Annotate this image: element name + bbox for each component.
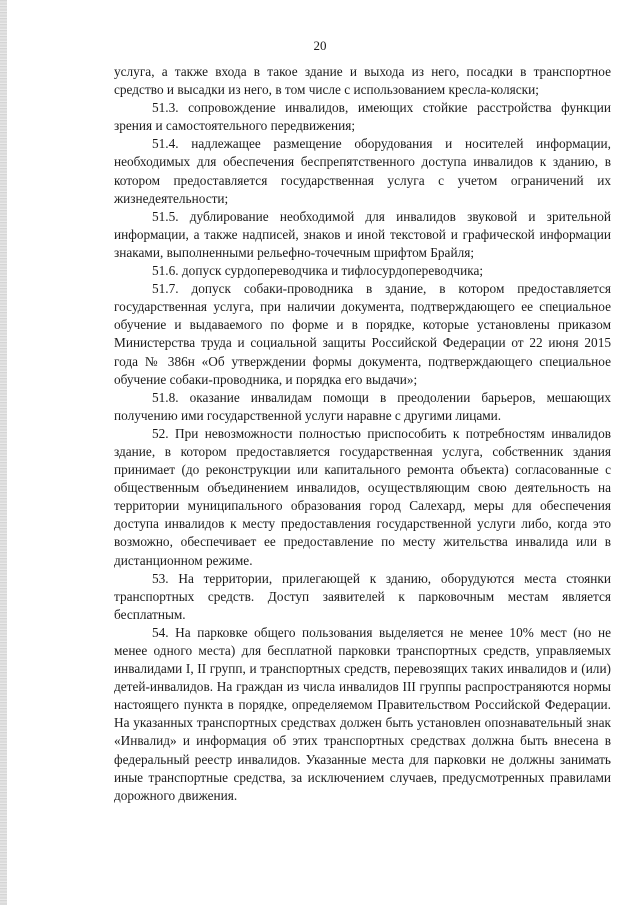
paragraph-52: 52. При невозможности полностью приспособить к потребностям инвалидов здание, в котором предоставляется государственная услуга, собственник здания принимает (до реконструкции или капитального ремонта объекта) согласованные с общественным объединением инвалидов, осуществляющим свою деятельность на территории муниципального образования город Салехард, меры для обеспечения доступа инвалидов к месту предоставления государственной услуги либо, когда это возможно, обеспечивает ее предоставление по месту жительства инвалида или в дистанционном режиме. [114,425,611,568]
page-number: 20 [313,38,327,53]
document-body [114,63,611,805]
paragraph-54: 54. На парковке общего пользования выделяется не менее 10% мест (но не менее одного места) для бесплатной парковки транспортных средств, управляемых инвалидами I, II групп, и транспортных средств, перевозящих таких инвалидов и (или) детей-инвалидов. На граждан из числа инвалидов III группы распространяются нормы настоящего пункта в порядке, определяемом Правительством Российской Федерации. На указанных транспортных средствах должен быть установлен опознавательный знак «Инвалид» и информация об этих транспортных средствах должна быть внесена в федеральный реестр инвалидов. Указанные места для парковки не должны занимать иные транспортные средства, за исключением случаев, предусмотренных правилами дорожного движения. [114,624,611,803]
scan-edge [0,0,7,905]
paragraph-51-8: 51.8. оказание инвалидам помощи в преодолении барьеров, мешающих получению ими государственной услуги наравне с другими лицами. [114,389,611,423]
paragraph-51-5: 51.5. дублирование необходимой для инвалидов звуковой и зрительной информации, а также надписей, знаков и иной текстовой и графической информации знаками, выполненными рельефно-точечным шрифтом Брайля; [114,208,611,260]
paragraph-51-7: 51.7. допуск собаки-проводника в здание, в котором предоставляется государственная услуга, при наличии документа, подтверждающего ее специальное обучение и выдаваемого по форме и в порядке, которые установлены приказом Министерства труда и социальной защиты Российской Федерации от 22 июня 2015 года № 386н «Об утверждении формы документа, подтверждающего специальное обучение собаки-проводника, и порядка его выдачи»; [114,281,611,387]
paragraph-51-6: 51.6. допуск сурдопереводчика и тифлосурдопереводчика; [152,263,484,279]
paragraph-51-4: 51.4. надлежащее размещение оборудования и носителей информации, необходимых для обеспечения беспрепятственного доступа инвалидов к зданию, в котором предоставляется государственная услуга с учетом ограничений их жизнедеятельности; [114,136,611,206]
paragraph-continuation: услуга, а также входа в такое здание и выхода из него, посадки в транспортное средство и высадки из него, в том числе с использованием кресла-коляски; [114,64,611,98]
paragraph-53: 53. На территории, прилегающей к зданию, оборудуются места стоянки транспортных средств. Доступ заявителей к парковочным местам является бесплатным. [114,570,611,622]
paragraph-51-3: 51.3. сопровождение инвалидов, имеющих стойкие расстройства функции зрения и самостоятельного передвижения; [114,100,611,134]
